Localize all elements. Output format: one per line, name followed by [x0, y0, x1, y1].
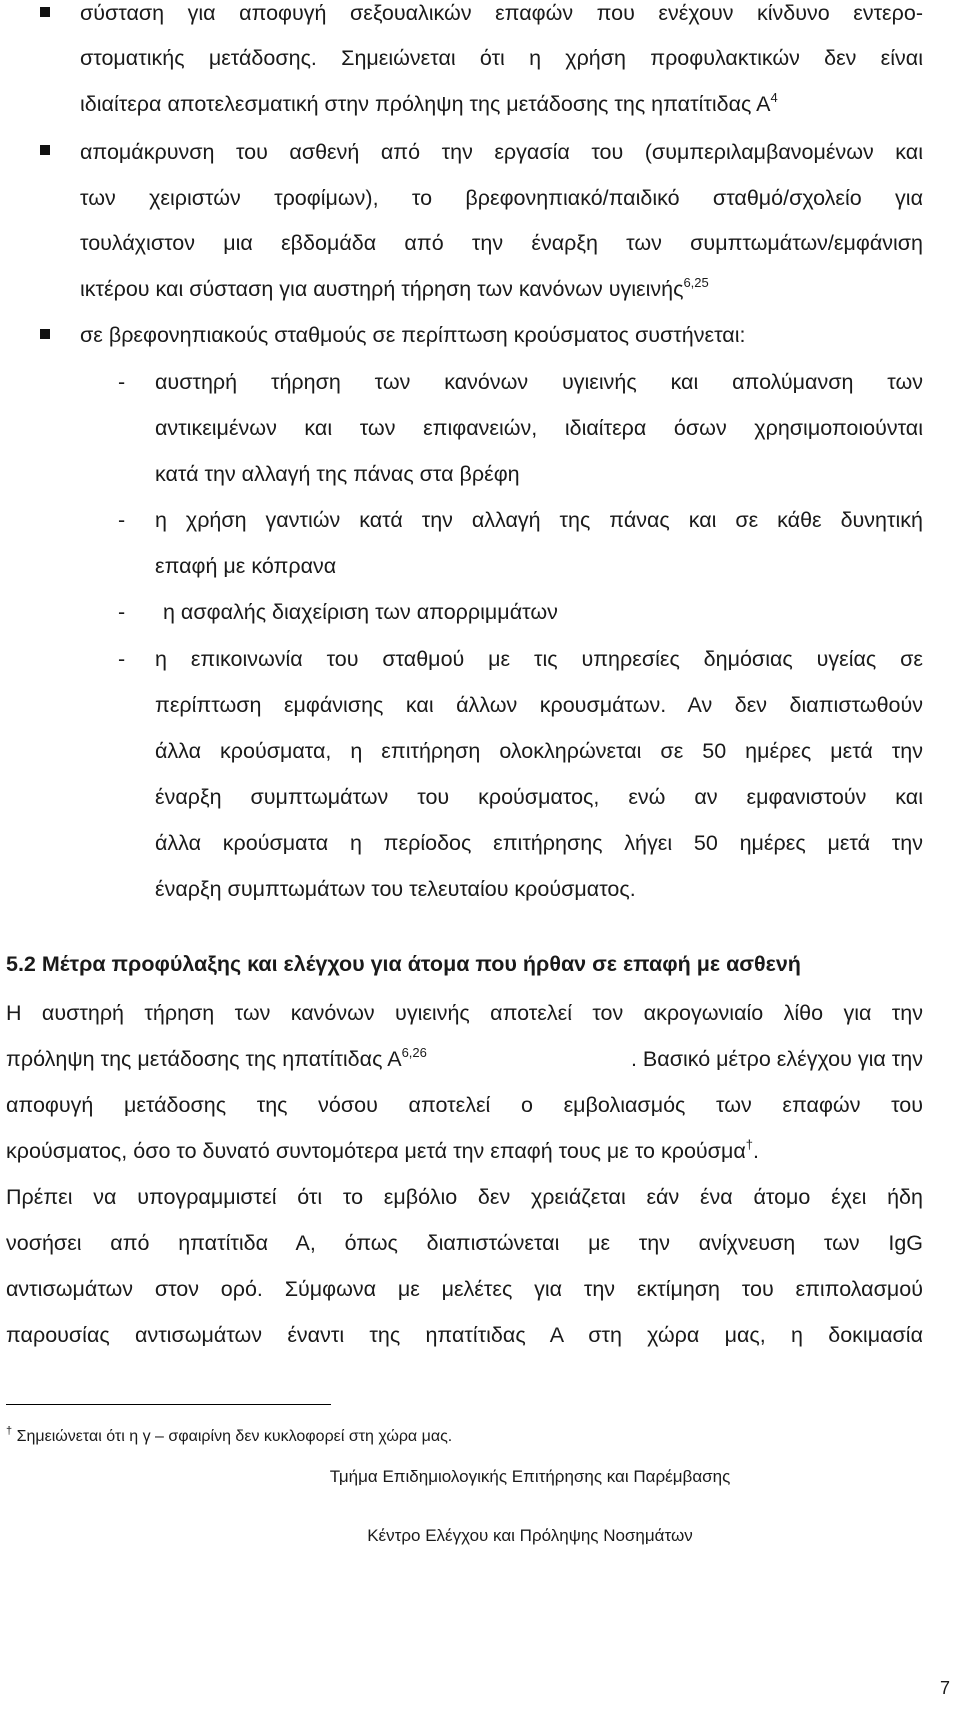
bullet-1-line-3: ιδιαίτερα αποτελεσματική στην πρόληψη της μετάδοσης της ηπατίτιδας $A^4$ — [80, 90, 778, 116]
dash-4-line-1: η επικοινωνία του σταθμού με τις υπηρεσίες δημόσιας υγείας σε — [155, 647, 923, 671]
dash-1-line-1: αυστηρή τήρηση των κανόνων υγιεινής και απολύμανση των — [155, 370, 923, 394]
dash-2-line-2: επαφή με κόπρανα — [155, 554, 337, 578]
paragraph-line: Η αυστηρή τήρηση των κανόνων υγιεινής αποτελεί τον ακρογωνιαίο λίθο για την — [6, 1001, 923, 1025]
dash-marker: - — [118, 508, 126, 532]
footnote-mark: † — [745, 1137, 753, 1152]
citation: 6,26 — [401, 1045, 427, 1060]
dash-3-line-1: η ασφαλής διαχείριση των απορριμμάτων — [163, 600, 558, 624]
dash-marker: - — [118, 370, 126, 394]
footer-department: Τμήμα Επιδημιολογικής Επιτήρησης και Παρέμβασης — [329, 1467, 731, 1486]
dash-2-line-1: η χρήση γαντιών κατά την αλλαγή της πάνας και σε κάθε δυνητική — [155, 508, 923, 532]
paragraph-line: αποφυγή μετάδοσης της νόσου αποτελεί ο εμβολιασμός των επαφών του — [6, 1093, 923, 1117]
footnote-separator — [6, 1404, 331, 1405]
bullet-marker — [40, 145, 50, 155]
footnote: † Σημειώνεται ότι η γ – σφαιρίνη δεν κυκλοφορεί στη χώρα μας. — [6, 1425, 453, 1445]
footnote-mark: † — [6, 1425, 13, 1437]
page-number: 7 — [940, 1678, 951, 1698]
bullet-1-line-2: στοματικής μετάδοσης. Σημειώνεται ότι η χρήση προφυλακτικών δεν είναι — [80, 46, 923, 70]
bullet-2-line-1: απομάκρυνση του ασθενή από την εργασία του (συμπεριλαμβανομένων και — [80, 140, 923, 164]
dash-marker: - — [118, 647, 126, 671]
dash-4-line-5: άλλα κρούσματα η περίοδος επιτήρησης λήγει 50 ημέρες μετά την — [155, 831, 923, 855]
paragraph-line: πρόληψη της μετάδοσης της ηπατίτιδας Α$^{6,26}$ . Βασικό μέτρο ελέγχου για την — [6, 1045, 923, 1071]
bullet-1-line-1: σύσταση για αποφυγή σεξουαλικών επαφών που ενέχουν κίνδυνο εντερο- — [80, 1, 923, 25]
footer-organization: Κέντρο Ελέγχου και Πρόληψης Νοσημάτων — [367, 1526, 693, 1545]
dash-1-line-3: κατά την αλλαγή της πάνας στα βρέφη — [155, 462, 520, 486]
bullet-marker — [40, 7, 50, 17]
paragraph-line: νοσήσει από ηπατίτιδα Α, όπως διαπιστώνεται με την ανίχνευση των IgG — [6, 1231, 923, 1255]
paragraph-line: Πρέπει να υπογραμμιστεί ότι το εμβόλιο δεν χρειάζεται εάν ένα άτομο έχει ήδη — [6, 1185, 923, 1209]
paragraph-line: κρούσματος, όσο το δυνατό συντομότερα μετά την επαφή τους με το κρούσμα†. — [6, 1137, 759, 1163]
section-heading: 5.2 Μέτρα προφύλαξης και ελέγχου για άτομα που ήρθαν σε επαφή με ασθενή — [6, 952, 801, 976]
paragraph-line: αντισωμάτων στον ορό. Σύμφωνα με μελέτες για την εκτίμηση του επιπολασμού — [6, 1277, 923, 1301]
bullet-2-line-2: των χειριστών τροφίμων), το βρεφονηπιακό/παιδικό σταθμό/σχολείο για — [80, 186, 923, 210]
dash-4-line-2: περίπτωση εμφάνισης και άλλων κρουσμάτων. Αν δεν διαπιστωθούν — [155, 693, 923, 717]
dash-1-line-2: αντικειμένων και των επιφανειών, ιδιαίτερα όσων χρησιμοποιούνται — [155, 416, 923, 440]
dash-marker: - — [118, 600, 126, 624]
dash-4-line-3: άλλα κρούσματα, η επιτήρηση ολοκληρώνεται σε 50 ημέρες μετά την — [155, 739, 923, 763]
bullet-2-line-3: τουλάχιστον μια εβδομάδα από την έναρξη των συμπτωμάτων/εμφάνιση — [80, 231, 923, 255]
paragraph-line: παρουσίας αντισωμάτων έναντι της ηπατίτιδας Α στη χώρα μας, η δοκιμασία — [6, 1323, 923, 1347]
bullet-2-line-4: ικτέρου και σύσταση για αυστηρή τήρηση των κανόνων υγιεινής$^{6,25}$ — [80, 275, 709, 301]
citation: 6,25 — [683, 275, 709, 290]
dash-4-line-6: έναρξη συμπτωμάτων του τελευταίου κρούσματος. — [155, 877, 636, 901]
dash-4-line-4: έναρξη συμπτωμάτων του κρούσματος, ενώ αν εμφανιστούν και — [155, 785, 923, 809]
citation: 4 — [770, 90, 778, 105]
bullet-marker — [40, 329, 50, 339]
bullet-3-line-1: σε βρεφονηπιακούς σταθμούς σε περίπτωση κρούσματος συστήνεται: — [80, 323, 746, 347]
